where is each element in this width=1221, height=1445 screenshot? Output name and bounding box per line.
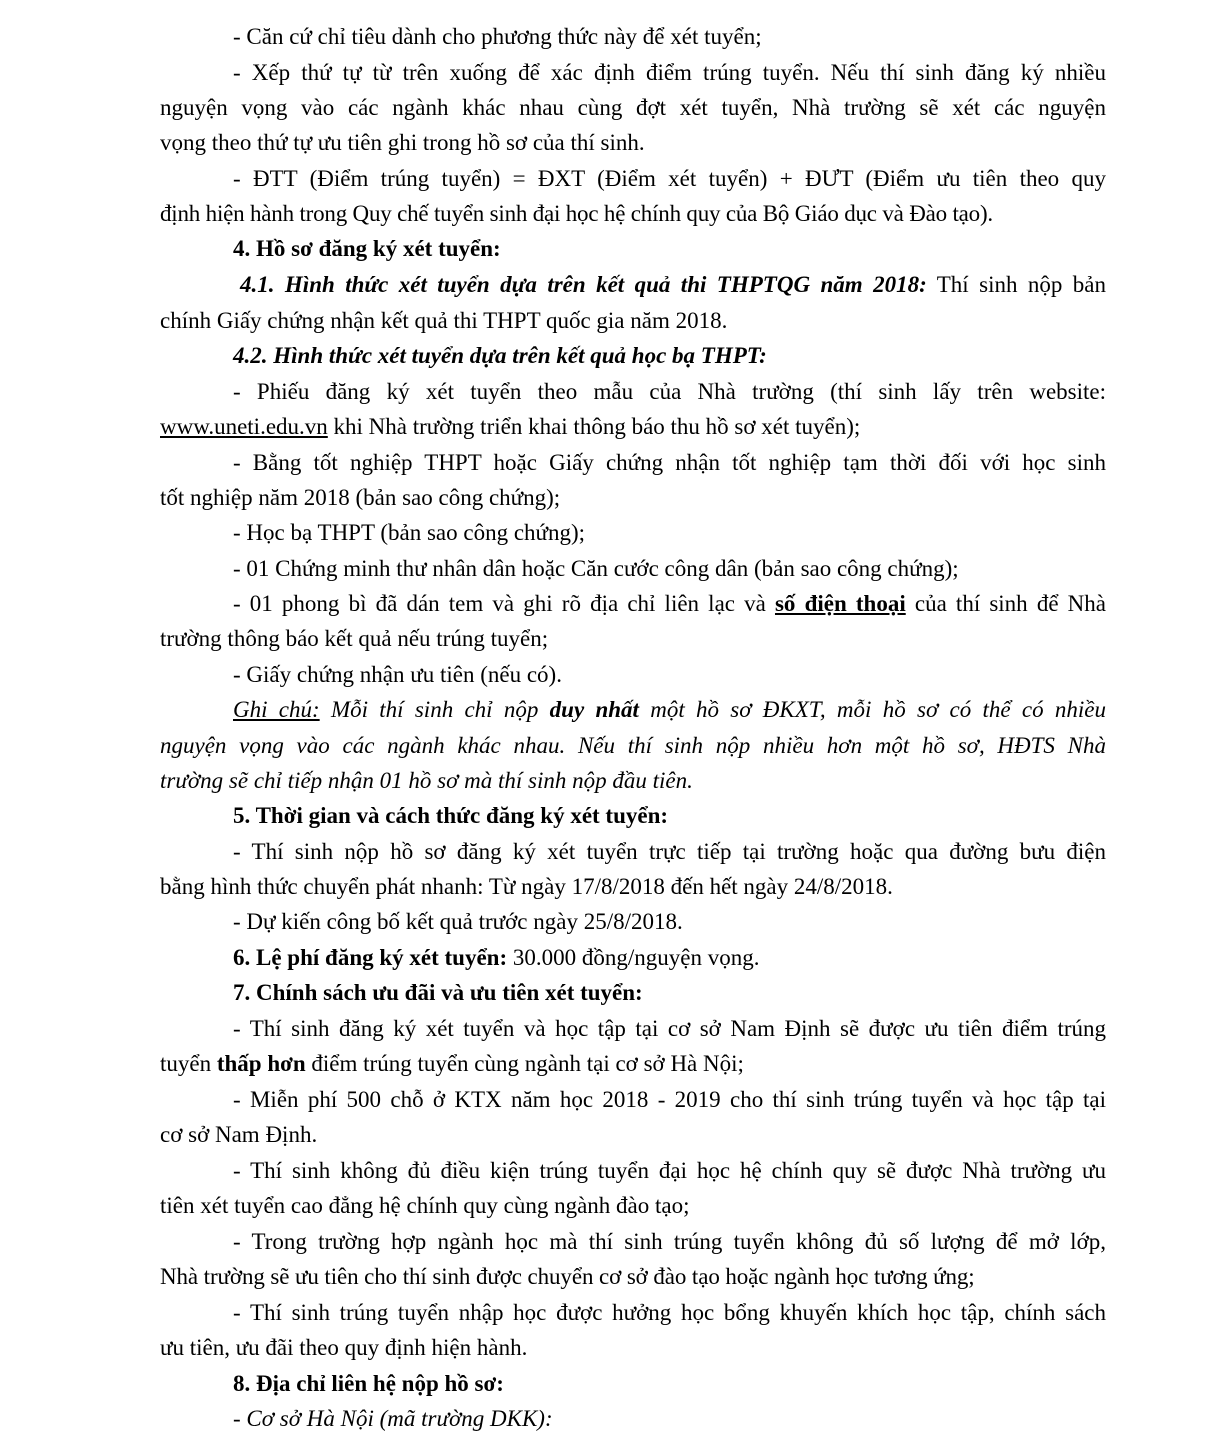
inline-text: tuyển: [160, 1051, 217, 1076]
note-line: nguyện vọng vào các ngành khác nhau. Nếu thí sinh nộp nhiều hơn một hồ sơ, HĐTS Nhà: [160, 733, 1106, 758]
website-link[interactable]: www.uneti.edu.vn: [160, 414, 328, 439]
paragraph-line: tốt nghiệp năm 2018 (bản sao công chứng);: [160, 485, 561, 510]
paragraph-line: [240, 270, 1106, 302]
paragraph-line: [160, 412, 1106, 444]
inline-text: khi Nhà trường triển khai thông báo thu hồ sơ xét tuyển);: [327, 414, 861, 439]
section-heading-4: 4. Hồ sơ đăng ký xét tuyển:: [233, 236, 501, 261]
paragraph-line: bằng hình thức chuyển phát nhanh: Từ ngày 17/8/2018 đến hết ngày 24/8/2018.: [160, 874, 893, 899]
paragraph-line: - Thí sinh nộp hồ sơ đăng ký xét tuyển trực tiếp tại trường hoặc qua đường bưu điện: [233, 839, 1106, 864]
paragraph-line: - Bằng tốt nghiệp THPT hoặc Giấy chứng nhận tốt nghiệp tạm thời đối với học sinh: [233, 450, 1106, 475]
inline-text: của thí sinh để Nhà: [905, 591, 1106, 616]
note-label: Ghi chú:: [233, 697, 320, 722]
inline-text: 30.000 đồng/nguyện vọng.: [507, 945, 760, 970]
inline-text: một hồ sơ ĐKXT, mỗi hồ sơ có thể có nhiều: [638, 697, 1106, 722]
note-line: trường sẽ chỉ tiếp nhận 01 hồ sơ mà thí sinh nộp đầu tiên.: [160, 768, 693, 793]
paragraph-line: chính Giấy chứng nhận kết quả thi THPT quốc gia năm 2018.: [160, 308, 728, 333]
paragraph-line: - Xếp thứ tự từ trên xuống để xác định điểm trúng tuyển. Nếu thí sinh đăng ký nhiều: [233, 60, 1106, 85]
emphasis-text: số điện thoại: [774, 591, 906, 616]
paragraph-line: tiên xét tuyển cao đẳng hệ chính quy cùng ngành đào tạo;: [160, 1193, 690, 1218]
paragraph-line: nguyện vọng vào các ngành khác nhau cùng đợt xét tuyển, Nhà trường sẽ xét các nguyện: [160, 95, 1106, 120]
inline-text: điểm trúng tuyển cùng ngành tại cơ sở Hà Nội;: [305, 1051, 744, 1076]
paragraph-line: - Trong trường hợp ngành học mà thí sinh trúng tuyển không đủ số lượng để mở lớp,: [233, 1229, 1106, 1254]
heading-text: 6. Lệ phí đăng ký xét tuyển:: [233, 945, 508, 970]
inline-text: Mỗi thí sinh chỉ nộp: [319, 697, 550, 722]
subsection-heading-4-1: 4.1. Hình thức xét tuyển dựa trên kết quả thi THPTQG năm 2018:: [240, 272, 927, 297]
note-line: [233, 695, 1106, 727]
section-heading-5: 5. Thời gian và cách thức đăng ký xét tuyển:: [233, 803, 669, 828]
section-heading-6: [233, 943, 1106, 975]
paragraph-line: - Thí sinh đăng ký xét tuyển và học tập tại cơ sở Nam Định sẽ được ưu tiên điểm trúng: [233, 1016, 1106, 1041]
paragraph-line: - Miễn phí 500 chỗ ở KTX năm học 2018 - 2019 cho thí sinh trúng tuyển và học tập tại: [233, 1087, 1106, 1112]
paragraph-line: - Dự kiến công bố kết quả trước ngày 25/8/2018.: [233, 909, 683, 934]
paragraph-line: - Học bạ THPT (bản sao công chứng);: [233, 520, 586, 545]
paragraph-line: - Thí sinh trúng tuyển nhập học được hưởng học bổng khuyến khích học tập, chính sách: [233, 1300, 1106, 1325]
paragraph-line: vọng theo thứ tự ưu tiên ghi trong hồ sơ của thí sinh.: [160, 130, 645, 155]
subsection-heading-4-2: 4.2. Hình thức xét tuyển dựa trên kết quả học bạ THPT:: [233, 343, 767, 368]
section-heading-8: 8. Địa chỉ liên hệ nộp hồ sơ:: [233, 1371, 504, 1396]
paragraph-line: - Phiếu đăng ký xét tuyển theo mẫu của Nhà trường (thí sinh lấy trên website:: [233, 379, 1106, 404]
paragraph-line: - Căn cứ chỉ tiêu dành cho phương thức này để xét tuyển;: [233, 24, 762, 49]
paragraph-line: - ĐTT (Điểm trúng tuyển) = ĐXT (Điểm xét tuyển) + ĐƯT (Điểm ưu tiên theo quy: [233, 166, 1106, 191]
paragraph-line: cơ sở Nam Định.: [160, 1122, 318, 1147]
section-heading-7: 7. Chính sách ưu đãi và ưu tiên xét tuyển:: [233, 980, 643, 1005]
emphasis-text: thấp hơn: [216, 1051, 306, 1076]
paragraph-line: - Cơ sở Hà Nội (mã trường DKK):: [233, 1406, 553, 1431]
inline-text: - 01 phong bì đã dán tem và ghi rõ địa chỉ liên lạc và: [233, 591, 775, 616]
paragraph-line: - Thí sinh không đủ điều kiện trúng tuyển đại học hệ chính quy sẽ được Nhà trường ưu: [233, 1158, 1106, 1183]
paragraph-line: [160, 1049, 1106, 1081]
emphasis-text: duy nhất: [549, 697, 639, 722]
paragraph-line: ưu tiên, ưu đãi theo quy định hiện hành.: [160, 1335, 528, 1360]
paragraph-line: [233, 589, 1106, 621]
inline-text: Thí sinh nộp bản: [926, 272, 1107, 297]
paragraph-line: - Giấy chứng nhận ưu tiên (nếu có).: [233, 662, 562, 687]
paragraph-line: Nhà trường sẽ ưu tiên cho thí sinh được chuyển cơ sở đào tạo hoặc ngành học tương ứng;: [160, 1264, 975, 1289]
paragraph-line: trường thông báo kết quả nếu trúng tuyển;: [160, 626, 549, 651]
paragraph-line: định hiện hành trong Quy chế tuyển sinh đại học hệ chính quy của Bộ Giáo dục và Đào tạo).: [160, 201, 993, 226]
paragraph-line: - 01 Chứng minh thư nhân dân hoặc Căn cước công dân (bản sao công chứng);: [233, 556, 959, 581]
